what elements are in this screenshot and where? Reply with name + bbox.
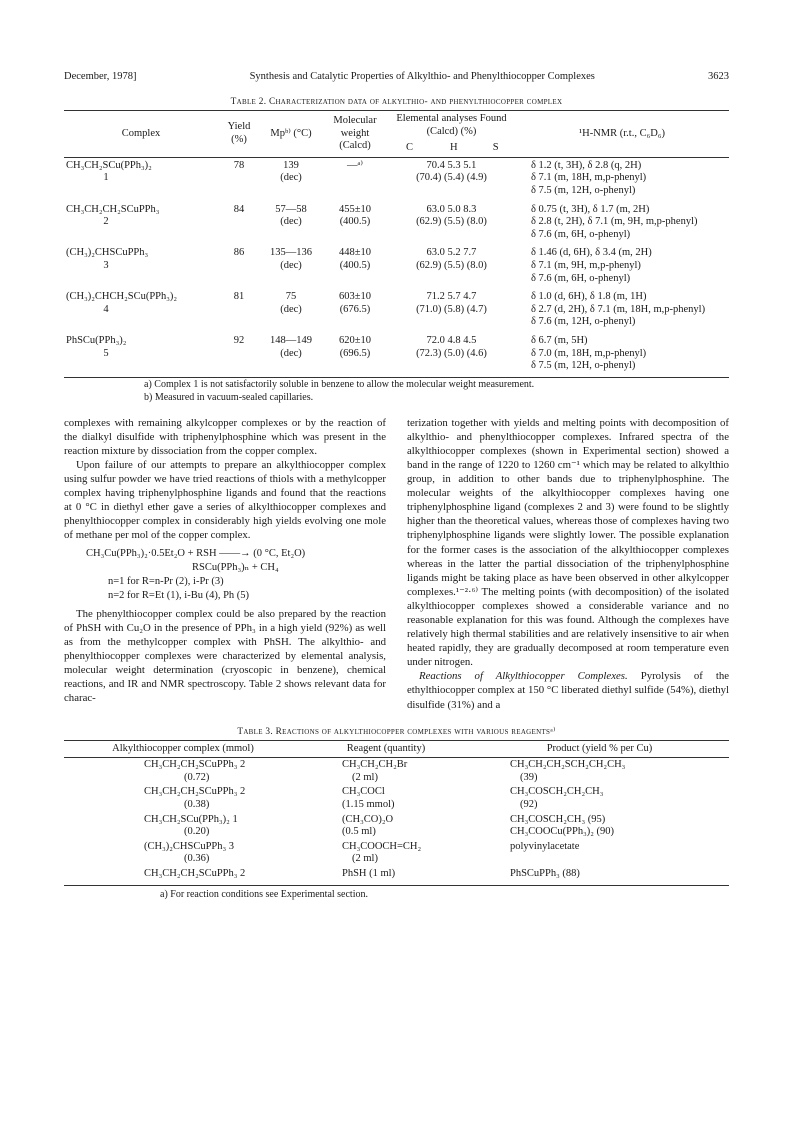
amount-cell: (0.20) xyxy=(184,826,210,838)
complex-number: 3 xyxy=(103,259,109,271)
nmr-line: δ 7.6 (m, 6H, o-phenyl) xyxy=(530,272,631,284)
product-cell: PhSCuPPh₃ (88) xyxy=(510,868,580,879)
mw-calcd: (676.5) xyxy=(339,303,371,315)
table-row xyxy=(64,758,729,786)
mw-value: 448±10 xyxy=(338,247,371,259)
col-nmr: ¹H-NMR (r.t., C₆D₆) xyxy=(578,127,665,139)
table-row xyxy=(64,333,729,377)
quantity-cell: (1.15 mmol) xyxy=(342,799,395,811)
reaction-scheme xyxy=(64,547,386,603)
col-reagent: Reagent (quantity) xyxy=(346,742,426,754)
ea-found: 72.0 4.8 4.5 xyxy=(426,334,477,346)
product-cell: CH₃COSCH₂CH₃ (95) xyxy=(510,813,606,825)
mp-value: 135—136 xyxy=(270,247,312,259)
complex-number: 1 xyxy=(103,172,109,184)
complex-formula: PhSCu(PPh₃)₂ xyxy=(66,334,127,346)
footnote-a: a) Complex 1 is not satisfactorily soluble in benzene to allow the molecular weight measurement. xyxy=(144,378,535,390)
mw-value: 620±10 xyxy=(338,334,371,346)
complex-cell: CH₃CH₂CH₂SCuPPh₃ 2 xyxy=(144,786,246,798)
reagent-cell: CH₃COOCH=CH₂ xyxy=(342,840,422,852)
nmr-line: δ 1.2 (t, 3H), δ 2.8 (q, 2H) xyxy=(530,159,642,171)
mw-calcd: (400.5) xyxy=(339,216,371,228)
col-s: S xyxy=(492,142,499,154)
complex-number: 5 xyxy=(103,347,109,359)
reaction-line: CH₃Cu(PPh₃)₂·0.5Et₂O + RSH ——→ (0 °C, Et₂O) xyxy=(86,547,306,559)
nmr-line: δ 7.0 (m, 18H, m,p-phenyl) xyxy=(530,347,647,359)
complex-cell: CH₃CH₂SCu(PPh₃)₂ 1 xyxy=(144,813,238,825)
mp-value: 139 xyxy=(283,159,299,171)
paragraph: terization together with yields and melting points with decomposition of alkylthio- and phenylthiocopper complexes. Infrared spectra of the alkylthiocopper complexes (shown in Experimental section) showed a band in the range of 1220 to 1260 cm⁻¹ which may be related to alkylthio group, in addition to other bands due to triphenylphosphine. The molecular weights of the alkylthiocopper complexes having one triphenylphosphine ligand (complexes 2 and 3) were found to be slightly higher than the theoretical values, whereas those of complexes having two triphenylphosphine ligands were slightly lower. The possible explanation for the former cases is the association of the alkylthiocopper complexes whereas in the latter the partial dissociation of the triphenylphosphine ligands might be taking place as have been observed in other alkylcopper complexes.¹⁻²·⁶⁾ The melting points (with decomposition) of the isolated alkylthiocopper complexes showed a considerable variance and no reasonable explanation for this was found. Although the complexes have relatively high thermal stabilities and are relatively insensitive to air when heated rapidly, they are gradually decomposed at room temperature even under nitrogen. xyxy=(407,416,729,669)
quantity-cell: (0.5 ml) xyxy=(342,826,376,838)
complex-cell: CH₃CH₂CH₂SCuPPh₃ 2 xyxy=(144,868,246,879)
mw-calcd: (400.5) xyxy=(339,259,371,271)
mw-value: 603±10 xyxy=(338,291,371,303)
table-row xyxy=(64,245,729,289)
product-yield-cell: (92) xyxy=(520,799,538,811)
mp-value: 148—149 xyxy=(270,334,312,346)
amount-cell: (0.36) xyxy=(184,853,210,865)
table-row xyxy=(64,867,729,885)
paragraph xyxy=(407,669,729,711)
col-c: C xyxy=(406,142,414,154)
amount-cell: (0.38) xyxy=(184,799,210,811)
mp-note: (dec) xyxy=(280,172,302,184)
table-row xyxy=(64,157,729,201)
product-yield-cell: (39) xyxy=(520,771,538,783)
nmr-line: δ 7.6 (m, 12H, o-phenyl) xyxy=(530,316,636,328)
quantity-cell: (2 ml) xyxy=(352,853,378,865)
reagent-cell: CH₃COCl xyxy=(342,786,385,798)
nmr-line: δ 1.46 (d, 6H), δ 3.4 (m, 2H) xyxy=(530,247,652,259)
ea-found: 63.0 5.0 8.3 xyxy=(426,203,477,215)
nmr-line: δ 7.1 (m, 9H, m,p-phenyl) xyxy=(530,259,641,271)
paragraph-text: Pyrolysis of the ethylthiocopper complex at 150 °C liberated diethyl sulfide (54%), diethyl disulfide (31%) and a xyxy=(407,670,730,711)
table-row xyxy=(64,840,729,867)
nmr-line: δ 6.7 (m, 5H) xyxy=(530,334,588,346)
reaction-line: RSCu(PPh₃)ₙ + CH₄ xyxy=(192,561,279,573)
col-mw: Molecular weight (Calcd) xyxy=(333,115,377,152)
complex-formula: CH₃CH₂SCu(PPh₃)₂ xyxy=(66,159,152,171)
nmr-line: δ 1.0 (d, 6H), δ 1.8 (m, 1H) xyxy=(530,291,647,303)
left-column xyxy=(64,416,386,712)
footnote-b: b) Measured in vacuum-sealed capillaries. xyxy=(144,391,314,403)
product-cell: CH₃COSCH₂CH₂CH₃ xyxy=(510,786,604,798)
reaction-line: n=1 for R=n-Pr (2), i-Pr (3) xyxy=(108,575,224,587)
mw-value: 455±10 xyxy=(338,203,371,215)
col-complex: Complex xyxy=(121,127,161,139)
product-yield-cell: CH₃COOCu(PPh₃)₂ (90) xyxy=(510,826,615,838)
table2 xyxy=(64,110,729,378)
yield-value: 84 xyxy=(233,203,245,215)
nmr-line: δ 0.75 (t, 3H), δ 1.7 (m, 2H) xyxy=(530,203,650,215)
table-row xyxy=(64,289,729,333)
nmr-line: δ 7.6 (m, 6H, o-phenyl) xyxy=(530,228,631,240)
ea-found: 63.0 5.2 7.7 xyxy=(426,247,477,259)
mw-calcd: (696.5) xyxy=(339,347,371,359)
paragraph: complexes with remaining alkylcopper complexes or by the reaction of the dialkyl disulfide with triphenylphosphine which was present in the reaction mixture by dissociation from the copper complex. xyxy=(64,416,386,457)
header-title: Synthesis and Catalytic Properties of Alkylthio- and Phenylthiocopper Complexes xyxy=(249,71,595,82)
col-h: H xyxy=(449,142,458,154)
nmr-line: δ 7.1 (m, 18H, m,p-phenyl) xyxy=(530,172,647,184)
mp-note: (dec) xyxy=(280,347,302,359)
paragraph: Upon failure of our attempts to prepare an alkylthiocopper complex using sulfur powder we have tried reactions of thiols with a methylcopper complex having triphenylphosphine ligands and found that the reactions at 0 °C in diethyl ether gave a series of alkylthiocopper complexes and phenylthiocopper complex in considerably high yields evolving one mole of methane per mol of the copper complex. xyxy=(64,458,386,542)
ea-calcd: (62.9) (5.5) (8.0) xyxy=(416,216,487,228)
table-row xyxy=(64,202,729,246)
journal-page xyxy=(64,70,729,900)
col-ea: Elemental analyses Found (Calcd) (%) xyxy=(396,113,507,137)
running-header xyxy=(64,70,729,83)
quantity-cell: (2 ml) xyxy=(352,771,378,783)
reagent-cell: CH₃CH₂CH₂Br xyxy=(342,759,408,771)
complex-formula: CH₃CH₂CH₂SCuPPh₃ xyxy=(66,203,160,215)
mp-note: (dec) xyxy=(280,216,302,228)
table3-footnote: a) For reaction conditions see Experimental section. xyxy=(160,888,368,900)
col-product: Product (yield % per Cu) xyxy=(546,742,653,754)
ea-calcd: (72.3) (5.0) (4.6) xyxy=(416,347,487,359)
table3 xyxy=(64,740,729,886)
yield-value: 92 xyxy=(233,334,245,346)
col-mp: Mpᵇ⁾ (°C) xyxy=(270,127,312,139)
ea-found: 70.4 5.3 5.1 xyxy=(426,159,477,171)
table3-caption: Table 3. Reactions of alkylthiocopper complexes with various reagentsᵃ⁾ xyxy=(237,726,556,737)
table-row xyxy=(64,813,729,840)
complex-formula: (CH₃)₂CHCH₂SCu(PPh₃)₂ xyxy=(66,291,178,303)
product-cell: polyvinylacetate xyxy=(510,840,580,852)
ea-calcd: (70.4) (5.4) (4.9) xyxy=(416,172,487,184)
page-number: 3623 xyxy=(708,71,729,82)
reagent-cell: PhSH (1 ml) xyxy=(342,868,396,879)
table2-caption: Table 2. Characterization data of alkylthio- and phenylthiocopper complex xyxy=(230,97,563,107)
table2-footnotes xyxy=(144,378,729,404)
yield-value: 81 xyxy=(233,291,245,303)
nmr-line: δ 7.5 (m, 12H, o-phenyl) xyxy=(530,360,636,372)
yield-value: 78 xyxy=(233,159,245,171)
reaction-line: n=2 for R=Et (1), i-Bu (4), Ph (5) xyxy=(108,589,250,601)
product-cell: CH₃CH₂CH₂SCH₂CH₂CH₃ xyxy=(510,759,626,771)
complex-cell: (CH₃)₂CHSCuPPh₃ 3 xyxy=(144,840,235,852)
ea-found: 71.2 5.7 4.7 xyxy=(426,291,477,303)
complex-number: 2 xyxy=(103,216,109,228)
mp-note: (dec) xyxy=(280,303,302,315)
body-text xyxy=(64,416,729,712)
col-yield: Yield (%) xyxy=(227,121,251,145)
mp-value: 57—58 xyxy=(275,203,307,215)
col-complex: Alkylthiocopper complex (mmol) xyxy=(112,742,254,754)
header-date: December, 1978] xyxy=(64,71,137,82)
yield-value: 86 xyxy=(233,247,245,259)
mp-note: (dec) xyxy=(280,259,302,271)
ea-calcd: (62.9) (5.5) (8.0) xyxy=(416,259,487,271)
complex-formula: (CH₃)₂CHSCuPPh₃ xyxy=(66,247,149,259)
reagent-cell: (CH₃CO)₂O xyxy=(342,813,394,825)
mw-value: —ᵃ⁾ xyxy=(347,159,363,171)
amount-cell: (0.72) xyxy=(184,771,210,783)
paragraph: The phenylthiocopper complex could be also prepared by the reaction of PhSH with Cu₂O in the presence of PPh₃ in a high yield (92%) as well as from the methylcopper complex with PhSH. The alkylthio- and phenylthiocopper complexes were characterized by elemental analysis, molecular weight determination (cryoscopic in benzene), chemical reactions, and IR and NMR spectroscopy. Table 2 shows relevant data for charac- xyxy=(64,607,386,705)
right-column xyxy=(407,416,729,712)
mp-value: 75 xyxy=(285,291,297,303)
complex-cell: CH₃CH₂CH₂SCuPPh₃ 2 xyxy=(144,759,246,771)
nmr-line: δ 7.5 (m, 12H, o-phenyl) xyxy=(530,184,636,196)
table-row xyxy=(64,785,729,812)
complex-number: 4 xyxy=(103,303,109,315)
section-heading: Reactions of Alkylthiocopper Complexes. xyxy=(419,670,628,683)
nmr-line: δ 2.7 (d, 2H), δ 7.1 (m, 18H, m,p-phenyl) xyxy=(530,303,706,315)
nmr-line: δ 2.8 (t, 2H), δ 7.1 (m, 9H, m,p-phenyl) xyxy=(530,216,698,228)
ea-calcd: (71.0) (5.8) (4.7) xyxy=(416,303,487,315)
